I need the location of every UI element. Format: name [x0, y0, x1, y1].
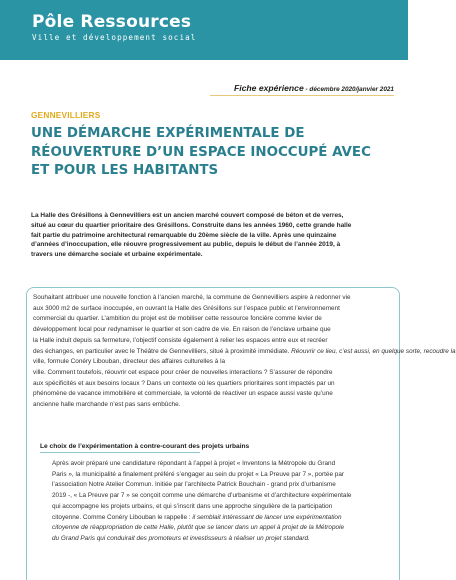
- fiche-label: Fiche expérience: [234, 83, 304, 93]
- brand-name: Pôle Ressources: [32, 12, 192, 32]
- body-line: la Halle induit depuis sa fermeture, l’objectif consiste également à relier les espaces entre eux et recréer: [33, 336, 328, 344]
- body-line: des échanges, en particulier avec le Théâtre de Gennevilliers, situé à proximité immédiate.: [33, 347, 290, 355]
- body-line: ancienne halle marchande n’est pas sans embûche.: [33, 401, 181, 409]
- body-line: ville, formule Conéry Libouban, directeur des affaires culturelles à la: [33, 358, 226, 366]
- brand-tagline: Ville et développement social: [32, 33, 197, 42]
- body-line: du Grand Paris qui conduirait des promoteurs et investisseurs à réaliser un projet standard.: [52, 534, 310, 542]
- brand-logo: [32, 13, 196, 42]
- section-subheading: Le choix de l’expérimentation à contre-courant des projets urbains: [40, 443, 250, 450]
- article-title: [31, 125, 386, 181]
- quote-text: il semblait intéressant de lancer une expérimentation: [190, 513, 342, 521]
- body-line: aux spécificités et aux besoins locaux ? Dans un contexte où les quartiers prioritaires sont impactés par un: [33, 379, 335, 387]
- body-line: Souhaitant attribuer une nouvelle fonction à l’ancien marché, la commune de Gennevilliers aspire à redonner vie: [33, 294, 351, 301]
- body-line: développement local pour redynamiser le quartier et son cadre de vie. En raison de l’enclave urbaine que: [33, 326, 331, 334]
- subheading-rule: [40, 452, 200, 453]
- body-line: commercial du quartier. L’ambition du projet est de mobiliser cette ressource foncière comme levier de: [33, 315, 322, 323]
- document-type: [234, 83, 394, 93]
- body-line: qui accompagne les projets urbains, et qui s’inscrit dans une approche singulière de la participation: [52, 502, 333, 510]
- quote-text: Réouvrir ce lieu, c’est aussi, en quelque sorte, recoudre la: [291, 347, 456, 355]
- lead-line: fait partie du patrimoine architectural remarquable du 20ème siècle de la ville. Après une quinzaine: [31, 231, 337, 239]
- body-line: ville. Comment toutefois, réouvrir cet espace pour créer de nouvelles interactions ? S’assurer de répondre: [33, 368, 333, 376]
- body-line: citoyenne. Comme Conéry Libouban le rappelle :: [52, 513, 191, 521]
- title-line: ET POUR LES HABITANTS: [31, 163, 219, 178]
- fiche-date: - décembre 2020/janvier 2021: [303, 86, 394, 93]
- header-rule: [210, 95, 394, 96]
- lead-line: d’années d’inoccupation, elle réouvre progressivement au public, depuis le début de l’année 2019, à: [31, 241, 341, 249]
- body-line: aux 3000 m2 de surface inoccupée, en ouvrant la Halle des Grésillons sur l’espace public et l’environnement: [33, 304, 340, 312]
- lead-line: situé au cœur du quartier prioritaire des Grésillons. Construite dans les années 1960, cette grande halle: [31, 221, 352, 229]
- body-line: citoyenne de réappropriation de cette Halle, plutôt que se lancer dans un appel à projet de la Métropole: [52, 524, 345, 532]
- lead-paragraph: [31, 211, 396, 260]
- body-line: phénomène de vacance immobilière et commerciale, la volonté de réactiver un espace aussi vaste qu’une: [33, 390, 333, 398]
- body-line: Paris », la municipalité a finalement préféré s’engager au sein du projet « La Preuve par 7 », portée par: [52, 470, 345, 478]
- city-label: GENNEVILLIERS: [31, 110, 101, 120]
- body-line: 2019 -, « La Preuve par 7 » se conçoit comme une démarche d’urbanisme et d’architecture expérimentale: [52, 492, 352, 500]
- body-line: l’association Notre Atelier Commun. Initiée par l’architecte Patrick Bouchain - grand prix d’urbanisme: [52, 481, 336, 489]
- lead-line: travers une démarche sociale et urbaine expérimentale.: [31, 251, 203, 259]
- title-line: RÉOUVERTURE D’UN ESPACE INOCCUPÉ AVEC: [31, 144, 371, 160]
- body-line: Après avoir préparé une candidature répondant à l’appel à projet « Inventons la Métropole du Grand: [52, 460, 336, 467]
- body-line-with-quote: [52, 513, 398, 524]
- body-line-with-quote: [33, 347, 456, 358]
- title-line: UNE DÉMARCHE EXPÉRIMENTALE DE: [31, 126, 305, 141]
- header-banner: [0, 0, 408, 60]
- body-paragraph-2: [52, 459, 398, 545]
- body-paragraph: [33, 293, 456, 411]
- lead-line: La Halle des Grésillons à Gennevilliers est un ancien marché couvert composé de béton et de verres,: [31, 212, 344, 219]
